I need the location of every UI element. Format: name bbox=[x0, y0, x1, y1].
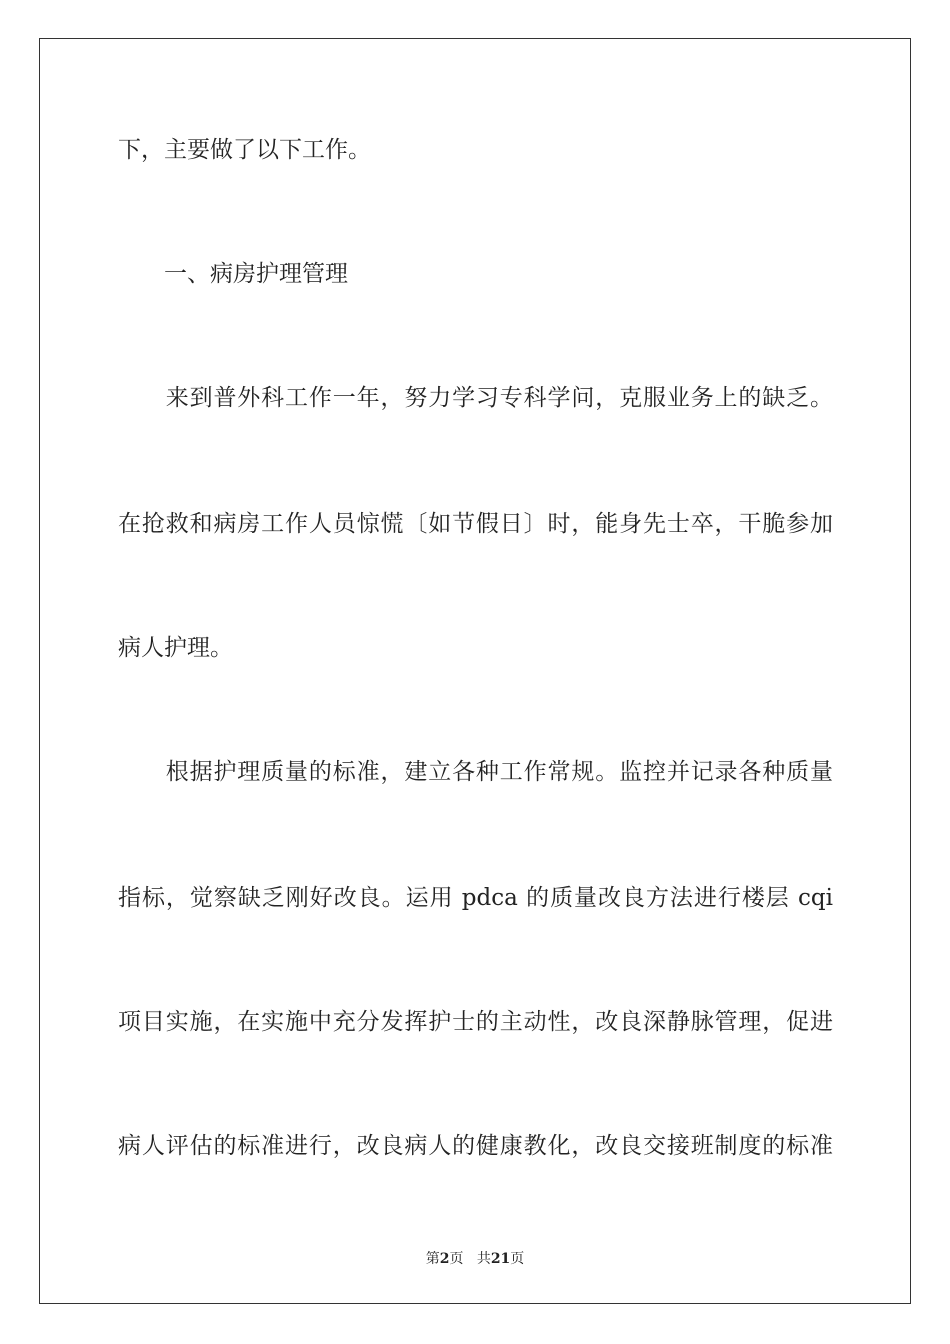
footer-total-prefix: 共 bbox=[476, 1251, 491, 1267]
paragraph-line-6: 根据护理质量的标准，建立各种工作常规。监控并记录各种质量 bbox=[118, 759, 833, 785]
footer-page-unit: 页 bbox=[449, 1251, 464, 1267]
page-border bbox=[39, 38, 911, 1304]
paragraph-line-3: 来到普外科工作一年，努力学习专科学问，克服业务上的缺乏。 bbox=[118, 385, 833, 411]
footer-page-current: 2 bbox=[439, 1251, 450, 1267]
section-heading-ward-management: 一、病房护理管理 bbox=[118, 261, 348, 287]
footer-page-total: 21 bbox=[490, 1251, 511, 1267]
footer-page-prefix: 第 bbox=[425, 1251, 440, 1267]
paragraph-line-4: 在抢救和病房工作人员惊慌〔如节假日〕时，能身先士卒，干脆参加 bbox=[118, 511, 833, 537]
footer-total-unit: 页 bbox=[510, 1251, 525, 1267]
paragraph-line-9: 病人评估的标准进行，改良病人的健康教化，改良交接班制度的标准 bbox=[118, 1133, 833, 1159]
paragraph-line-1: 下，主要做了以下工作。 bbox=[118, 137, 371, 163]
paragraph-line-8: 项目实施，在实施中充分发挥护士的主动性，改良深静脉管理，促进 bbox=[118, 1009, 833, 1035]
paragraph-line-7: 指标，觉察缺乏刚好改良。运用 pdca 的质量改良方法进行楼层 cqi bbox=[118, 885, 833, 911]
page-footer bbox=[0, 1248, 950, 1268]
paragraph-line-5: 病人护理。 bbox=[118, 635, 233, 661]
